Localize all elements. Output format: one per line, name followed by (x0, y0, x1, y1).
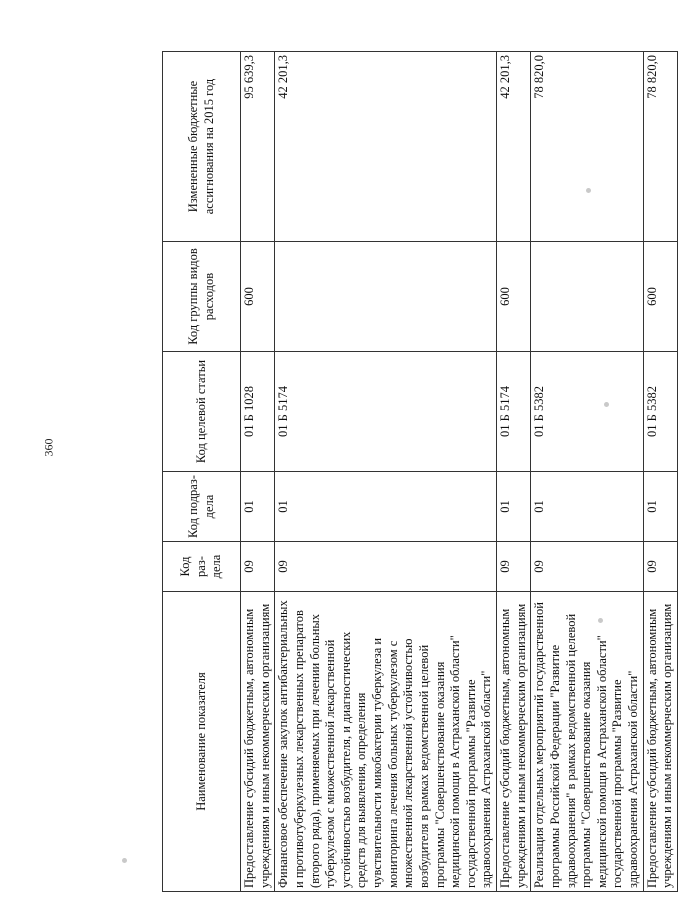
table-row (531, 52, 643, 892)
header-section: Код раз-дела (163, 542, 241, 592)
page-number: 360 (41, 438, 56, 457)
header-row (163, 52, 241, 892)
row-amount: 78 820,0 (531, 52, 643, 242)
header-group: Код группы видов расходов (163, 242, 241, 352)
row-target: 01 Б 5174 (497, 352, 531, 472)
row-target: 01 Б 5382 (531, 352, 643, 472)
row-name: Предоставление субсидий бюджетным, автономным учреждениям и иным некоммерческим организациям (643, 592, 677, 892)
row-name: Финансовое обеспечение закупок антибактериальных и противотуберкулезных лекарственных препаратов (второго ряда), применяемых при лечении больных туберкулезом с множественной лекарственной устойчивостью возбудителя, и диагностических средств для выявления, определения чувствительности микобактерии туберкулеза и мониторинга лечения больных туберкулезом с множественной лекарственной устойчивостью возбудителя в рамках ведомственной целевой программы "Совершенствование оказания медицинской помощи в Астраханской области" государственной программы "Развитие здравоохранения Астраханской области" (275, 592, 497, 892)
row-section: 09 (241, 542, 275, 592)
row-name: Реализация отдельных мероприятий государственной программы Российской Федерации "Развитие здравоохранения" в рамках ведомственной целевой программы "Совершенствование оказания медицинской помощи в Астраханской области" государственной программы "Развитие здравоохранения Астраханской области" (531, 592, 643, 892)
scan-speck (604, 402, 609, 407)
row-subsection: 01 (241, 472, 275, 542)
row-subsection: 01 (275, 472, 497, 542)
budget-table-wrapper (162, 52, 675, 892)
row-subsection: 01 (531, 472, 643, 542)
row-amount: 78 820,0 (643, 52, 677, 242)
row-amount: 42 201,3 (275, 52, 497, 242)
row-subsection: 01 (643, 472, 677, 542)
row-subsection: 01 (497, 472, 531, 542)
scan-speck (598, 618, 603, 623)
header-subsection: Код подраз-дела (163, 472, 241, 542)
row-section: 09 (497, 542, 531, 592)
row-group: 600 (497, 242, 531, 352)
row-name: Предоставление субсидий бюджетным, автономным учреждениям и иным некоммерческим организациям (497, 592, 531, 892)
row-section: 09 (643, 542, 677, 592)
table-row (241, 52, 275, 892)
table-row (643, 52, 677, 892)
header-target: Код целевой статьи (163, 352, 241, 472)
row-group (275, 242, 497, 352)
row-group (531, 242, 643, 352)
row-section: 09 (275, 542, 497, 592)
table-row (497, 52, 531, 892)
header-amount: Измененные бюджетные ассигнования на 2015 год (163, 52, 241, 242)
row-target: 01 Б 1028 (241, 352, 275, 472)
scan-speck (586, 188, 591, 193)
scan-speck (122, 858, 127, 863)
row-target: 01 Б 5174 (275, 352, 497, 472)
row-amount: 95 639,3 (241, 52, 275, 242)
header-name: Наименование показателя (163, 592, 241, 892)
table-row (275, 52, 497, 892)
row-amount: 42 201,3 (497, 52, 531, 242)
row-target: 01 Б 5382 (643, 352, 677, 472)
row-group: 600 (241, 242, 275, 352)
row-section: 09 (531, 542, 643, 592)
row-name: Предоставление субсидий бюджетным, автономным учреждениям и иным некоммерческим организациям (241, 592, 275, 892)
row-group: 600 (643, 242, 677, 352)
budget-table (162, 51, 678, 892)
